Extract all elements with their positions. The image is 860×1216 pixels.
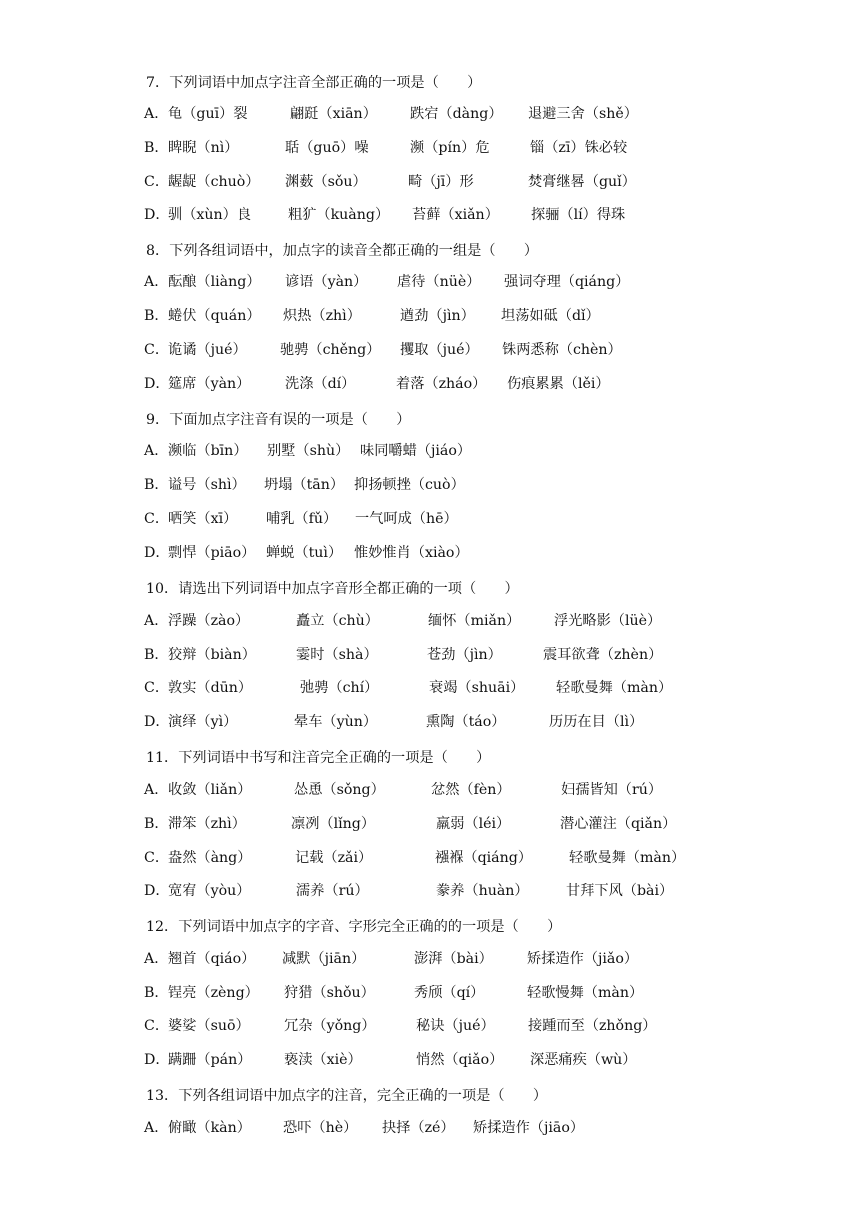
option-item: 冗杂（yǒng）	[284, 1018, 376, 1034]
option-item: 敦实（dūn）	[168, 680, 253, 696]
option-item: 惟妙惟肖（xiào）	[354, 545, 469, 561]
option-item: 锃亮（zèng）	[168, 985, 259, 1001]
option-item: 哂笑（xī）	[168, 511, 238, 527]
option-item: 婆娑（suō）	[168, 1018, 250, 1034]
option-item: 轻歌曼舞（màn）	[556, 680, 673, 696]
option-item: 锱（zī）铢必较	[530, 140, 628, 156]
option-item: 坦荡如砥（dǐ）	[501, 308, 600, 324]
option-item: 洗涤（dí）	[285, 376, 356, 392]
option-item: 哺乳（fǔ）	[266, 511, 338, 527]
option-item: 轻歌慢舞（màn）	[527, 985, 644, 1001]
option-item: 粗犷（kuàng）	[288, 207, 390, 223]
option-item: 潜心灌注（qiǎn）	[560, 816, 677, 832]
option-item: 接踵而至（zhǒng）	[528, 1018, 657, 1034]
option-item: 怂恿（sǒng）	[294, 782, 385, 798]
option-item: 抉择（zé）	[382, 1120, 455, 1136]
option-item: 宽宥（yòu）	[168, 883, 251, 899]
option-item: 味同嚼蜡（jiáo）	[360, 443, 472, 459]
option-item: 霎时（shà）	[296, 647, 378, 663]
option-item: 聒（guō）噪	[285, 140, 369, 156]
option-item: 蝉蜕（tuì）	[266, 545, 343, 561]
option-item: 甘拜下风（bài）	[566, 883, 674, 899]
question-13-stem: 13．下列各组词语中加点字的注音，完全正确的一项是（ ）	[146, 1088, 548, 1104]
option-item: 记载（zǎi）	[295, 850, 373, 866]
question-11-stem: 11．下列词语中书写和注音完全正确的一项是（ ）	[146, 750, 491, 766]
option-item: 豢养（huàn）	[436, 883, 529, 899]
option-item: 睥睨（nì）	[168, 140, 239, 156]
option-item: 诡谲（jué）	[168, 342, 247, 358]
option-item: 坍塌（tān）	[264, 477, 345, 493]
option-item: 矗立（chù）	[296, 613, 379, 629]
option-label: A．	[144, 106, 169, 122]
option-item: 狩猎（shǒu）	[284, 985, 375, 1001]
option-item: 盎然（àng）	[168, 850, 252, 866]
option-label: C．	[144, 511, 170, 527]
option-item: 剽悍（piāo）	[168, 545, 256, 561]
option-item: 别墅（shù）	[267, 443, 350, 459]
option-item: 龟（guī）裂	[168, 106, 248, 122]
option-item: 浮光略影（lüè）	[554, 613, 662, 629]
option-item: 弛骋（chí）	[300, 680, 379, 696]
option-item: 震耳欲聋（zhèn）	[543, 647, 663, 663]
option-item: 衰竭（shuāi）	[429, 680, 525, 696]
option-item: 炽热（zhì）	[283, 308, 361, 324]
option-item: 矫揉造作（jiǎo）	[527, 951, 639, 967]
option-label: C．	[144, 342, 170, 358]
option-item: 凛冽（lǐng）	[291, 816, 376, 832]
option-item: 恐吓（hè）	[283, 1120, 358, 1136]
option-item: 翘首（qiáo）	[168, 951, 256, 967]
option-item: 濒临（bīn）	[168, 443, 248, 459]
option-item: 筵席（yàn）	[168, 376, 251, 392]
option-item: 历历在目（lì）	[549, 714, 644, 730]
option-label: C．	[144, 1018, 170, 1034]
option-item: 抑扬顿挫（cuò）	[354, 477, 465, 493]
option-item: 熏陶（táo）	[426, 714, 506, 730]
option-item: 晕车（yùn）	[294, 714, 378, 730]
option-item: 畸（jī）形	[408, 174, 474, 190]
option-item: 谚语（yàn）	[285, 274, 368, 290]
option-item: 铢两悉称（chèn）	[502, 342, 622, 358]
option-label: A．	[144, 613, 169, 629]
option-item: 蜷伏（quán）	[168, 308, 261, 324]
option-item: 亵渎（xiè）	[284, 1052, 362, 1068]
question-8-stem: 8．下列各组词语中，加点字的读音全都正确的一组是（ ）	[146, 243, 539, 259]
option-item: 襁褓（qiáng）	[435, 850, 533, 866]
question-12-stem: 12．下列词语中加点字的字音、字形完全正确的的一项是（ ）	[146, 919, 562, 935]
option-item: 跌宕（dàng）	[410, 106, 503, 122]
option-item: 深恶痛疾（wù）	[530, 1052, 637, 1068]
option-label: A．	[144, 1120, 169, 1136]
option-item: 轻歌曼舞（màn）	[569, 850, 686, 866]
question-9-stem: 9．下面加点字注音有误的一项是（ ）	[146, 412, 411, 428]
option-item: 收敛（liǎn）	[168, 782, 252, 798]
option-item: 驯（xùn）良	[168, 207, 252, 223]
option-item: 强词夺理（qiáng）	[504, 274, 630, 290]
option-item: 一气呵成（hē）	[355, 511, 458, 527]
option-label: D．	[144, 714, 170, 730]
option-item: 渊薮（sǒu）	[285, 174, 367, 190]
option-item: 翩跹（xiān）	[290, 106, 377, 122]
option-item: 酝酿（liàng）	[168, 274, 261, 290]
option-item: 澎湃（bài）	[414, 951, 493, 967]
option-label: D．	[144, 207, 170, 223]
option-label: A．	[144, 443, 169, 459]
option-item: 谥号（shì）	[168, 477, 246, 493]
option-item: 虐待（nüè）	[397, 274, 481, 290]
option-item: 着落（zháo）	[396, 376, 487, 392]
option-item: 蹒跚（pán）	[168, 1052, 252, 1068]
option-item: 濡养（rú）	[296, 883, 369, 899]
option-item: 秀颀（qí）	[414, 985, 485, 1001]
option-item: 探骊（lí）得珠	[531, 207, 626, 223]
option-item: 龌龊（chuò）	[168, 174, 260, 190]
option-item: 濒（pín）危	[410, 140, 490, 156]
question-10-stem: 10．请选出下列词语中加点字音形全都正确的一项（ ）	[146, 581, 519, 597]
option-label: A．	[144, 951, 169, 967]
option-item: 遒劲（jìn）	[400, 308, 475, 324]
option-label: C．	[144, 850, 170, 866]
option-item: 俯瞰（kàn）	[168, 1120, 251, 1136]
option-item: 苔藓（xiǎn）	[412, 207, 499, 223]
option-label: B．	[144, 985, 169, 1001]
option-item: 滞笨（zhì）	[168, 816, 246, 832]
option-label: A．	[144, 274, 169, 290]
option-label: B．	[144, 140, 169, 156]
question-7-stem: 7．下列词语中加点字注音全部正确的一项是（ ）	[146, 75, 482, 91]
option-label: B．	[144, 816, 169, 832]
option-label: B．	[144, 308, 169, 324]
option-label: D．	[144, 376, 170, 392]
option-item: 伤痕累累（lěi）	[507, 376, 610, 392]
option-item: 减默（jiān）	[282, 951, 366, 967]
option-label: B．	[144, 647, 169, 663]
option-item: 焚膏继晷（guǐ）	[528, 174, 636, 190]
option-item: 妇孺皆知（rú）	[561, 782, 663, 798]
option-item: 浮躁（zào）	[168, 613, 250, 629]
option-item: 缅怀（miǎn）	[428, 613, 521, 629]
option-label: C．	[144, 174, 170, 190]
option-label: B．	[144, 477, 169, 493]
option-item: 退避三舍（shě）	[528, 106, 638, 122]
option-item: 攫取（jué）	[400, 342, 479, 358]
option-label: D．	[144, 545, 170, 561]
option-item: 忿然（fèn）	[431, 782, 511, 798]
option-label: D．	[144, 1052, 170, 1068]
option-item: 羸弱（léi）	[436, 816, 511, 832]
option-item: 驰骋（chěng）	[280, 342, 381, 358]
option-label: D．	[144, 883, 170, 899]
option-label: A．	[144, 782, 169, 798]
option-item: 苍劲（jìn）	[427, 647, 502, 663]
option-item: 矫揉造作（jiāo）	[473, 1120, 585, 1136]
option-item: 演绎（yì）	[168, 714, 238, 730]
option-item: 秘诀（jué）	[416, 1018, 495, 1034]
option-item: 悄然（qiǎo）	[416, 1052, 504, 1068]
option-label: C．	[144, 680, 170, 696]
option-item: 狡辩（biàn）	[168, 647, 256, 663]
